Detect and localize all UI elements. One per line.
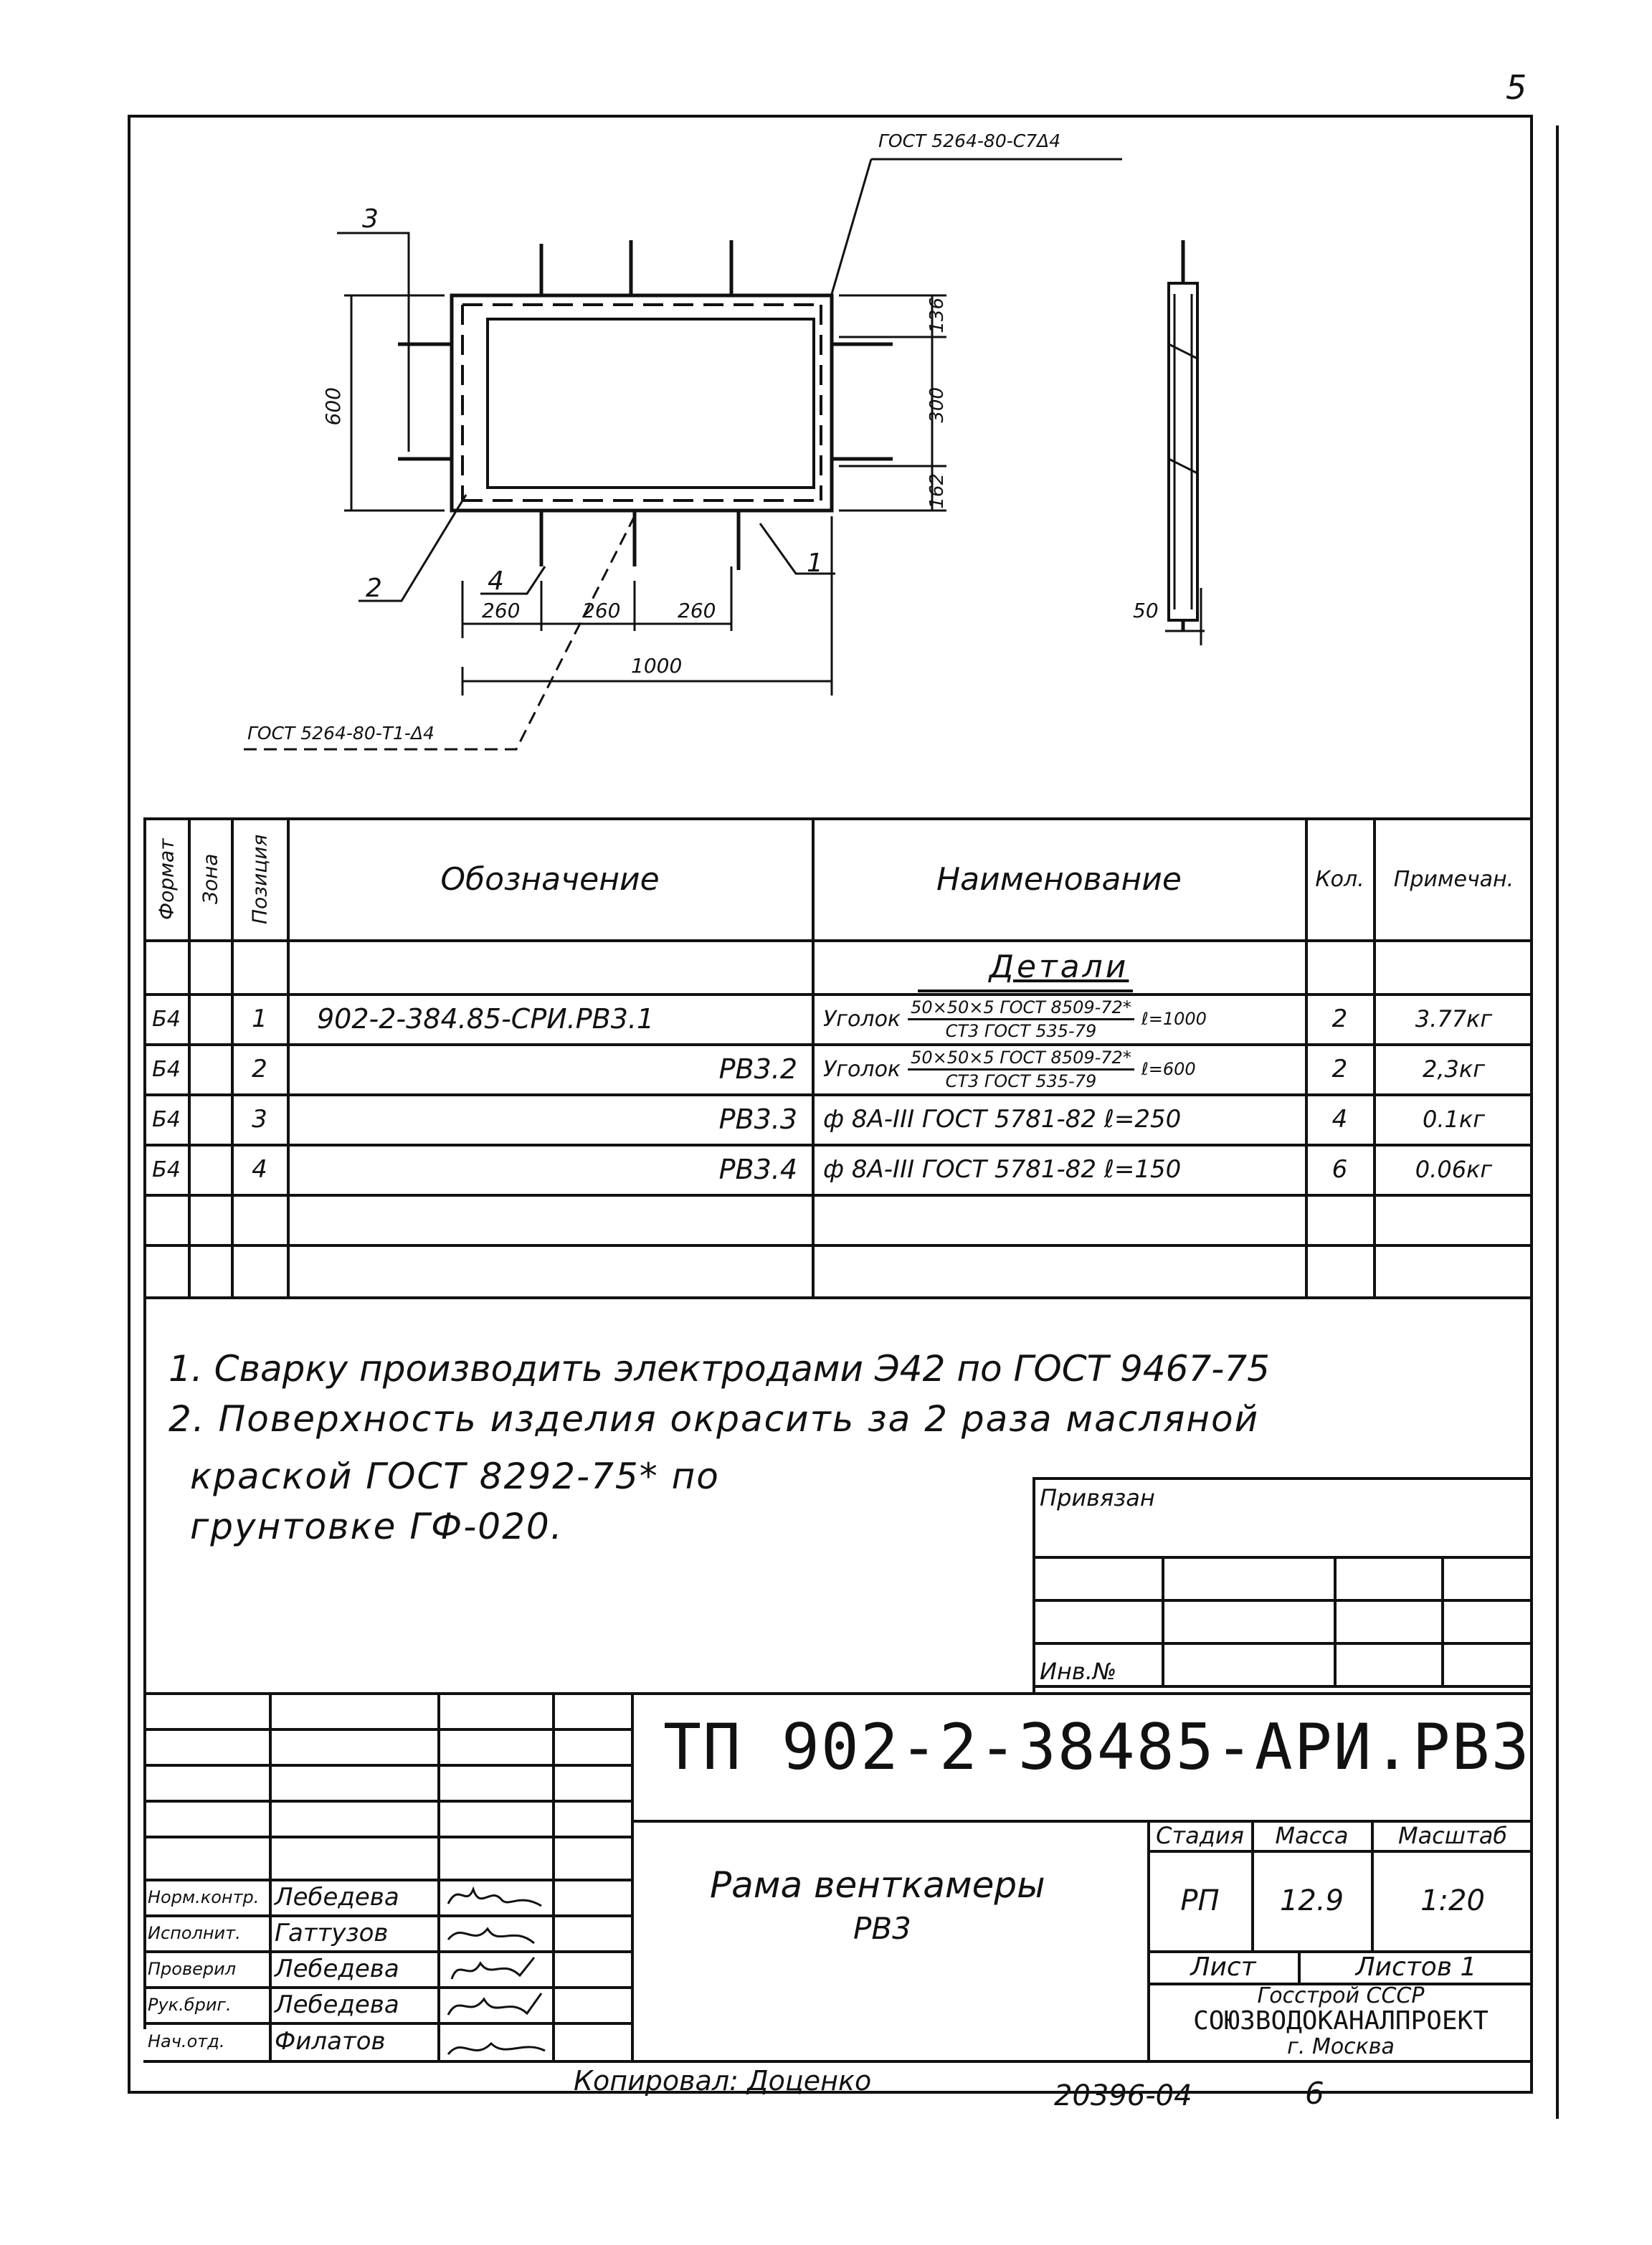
title-line-2: РВ3 <box>853 1911 911 1946</box>
mass-label: Масса <box>1275 1822 1349 1849</box>
org-line-1: Госстрой СССР <box>1257 1983 1425 2008</box>
row4-qty: 6 <box>1331 1155 1348 1184</box>
row3-note: 0.1кг <box>1422 1106 1486 1133</box>
header-designation: Обозначение <box>440 860 660 898</box>
mass-value: 12.9 <box>1279 1884 1344 1917</box>
header-note: Примечан. <box>1393 866 1514 892</box>
row4-format: Б4 <box>152 1157 181 1182</box>
note-3: краской ГОСТ 8292-75* по <box>190 1456 720 1497</box>
dim-side-50: 50 <box>1133 599 1159 622</box>
callout-4: 4 <box>488 566 504 596</box>
row1-position: 1 <box>252 1005 267 1033</box>
sig-role-2: Исполнит. <box>148 1923 241 1943</box>
row2-designation: РВ3.2 <box>718 1053 797 1085</box>
gost-top-label: ГОСТ 5264-80-С7Δ4 <box>878 130 1061 151</box>
footer-number: 20396-04 <box>1054 2079 1192 2112</box>
note-2: 2. Поверхность изделия окрасить за 2 раза масляной <box>168 1398 1260 1440</box>
sig-role-1: Норм.контр. <box>148 1887 260 1907</box>
row1-qty: 2 <box>1331 1005 1348 1033</box>
sheets-label: Листов 1 <box>1355 1952 1477 1982</box>
dim-spacing-1: 260 <box>482 599 521 622</box>
scale-value: 1:20 <box>1420 1884 1485 1917</box>
row1-designation: 902-2-384.85-СРИ.РВ3.1 <box>317 1003 655 1035</box>
inv-label: Инв.№ <box>1040 1658 1117 1685</box>
row3-format: Б4 <box>152 1106 181 1132</box>
footer-sheet: 6 <box>1305 2076 1324 2111</box>
sig-name-3: Лебедева <box>275 1955 399 1983</box>
row1-name-suffix: ℓ=1000 <box>1141 1009 1207 1029</box>
org-line-3: г. Москва <box>1287 2033 1395 2059</box>
page-number: 5 <box>1506 68 1527 107</box>
dim-right-300: 300 <box>926 387 948 423</box>
row2-position: 2 <box>252 1055 267 1083</box>
section-details: Детали <box>989 949 1129 985</box>
header-name: Наименование <box>936 860 1182 898</box>
row2-name-suffix: ℓ=600 <box>1141 1059 1196 1079</box>
row2-name-top: 50×50×5 ГОСТ 8509-72* <box>908 1047 1134 1071</box>
row1-name-top: 50×50×5 ГОСТ 8509-72* <box>908 997 1134 1020</box>
row2-name <box>815 1045 1314 1093</box>
row2-qty: 2 <box>1331 1055 1348 1083</box>
footer-copied: Копировал: Доценко <box>574 2065 872 2097</box>
frame-drawing <box>0 0 1652 817</box>
sig-name-2: Гаттузов <box>275 1919 389 1947</box>
row1-format: Б4 <box>152 1006 181 1032</box>
row4-name: ф 8А-III ГОСТ 5781-82 ℓ=150 <box>823 1155 1182 1184</box>
row1-name <box>815 995 1314 1043</box>
sig-role-4: Рук.бриг. <box>148 1995 232 2015</box>
gost-bottom-label: ГОСТ 5264-80-Т1-Δ4 <box>247 723 435 744</box>
sig-role-3: Проверил <box>148 1959 237 1979</box>
header-zone: Зона <box>198 853 222 905</box>
dim-right-162: 162 <box>926 473 948 509</box>
header-position: Позиция <box>247 834 272 924</box>
row2-name-prefix: Уголок <box>823 1056 901 1082</box>
row1-name-bottom: СТ3 ГОСТ 535-79 <box>945 1020 1097 1041</box>
row1-name-prefix: Уголок <box>823 1006 901 1032</box>
row4-position: 4 <box>252 1155 267 1184</box>
row3-name: ф 8А-III ГОСТ 5781-82 ℓ=250 <box>823 1105 1182 1134</box>
row3-position: 3 <box>252 1105 267 1134</box>
dim-right-136: 136 <box>926 298 948 333</box>
title-line-1: Рама венткамеры <box>710 1864 1045 1906</box>
row1-note: 3.77кг <box>1415 1005 1493 1033</box>
row4-designation: РВ3.4 <box>718 1154 797 1185</box>
row2-name-bottom: СТ3 ГОСТ 535-79 <box>945 1071 1097 1091</box>
stage-value: РП <box>1180 1884 1220 1917</box>
sheet-label: Лист <box>1190 1952 1256 1982</box>
drawing-code: ТП 902-2-38485-АРИ.РВ3 <box>663 1710 1531 1784</box>
callout-2: 2 <box>366 574 382 603</box>
handwritten-signatures <box>441 1879 549 2065</box>
row2-format: Б4 <box>152 1056 181 1082</box>
row3-qty: 4 <box>1331 1105 1348 1134</box>
scale-label: Масштаб <box>1397 1822 1508 1849</box>
stage-label: Стадия <box>1156 1822 1244 1849</box>
org-line-2: СОЮЗВОДОКАНАЛПРОЕКТ <box>1193 2006 1489 2036</box>
header-qty: Кол. <box>1315 866 1364 892</box>
row4-note: 0.06кг <box>1415 1156 1493 1183</box>
sig-name-4: Лебедева <box>275 1990 399 2019</box>
note-1: 1. Сварку производить электродами Э42 по ГОСТ 9467-75 <box>168 1348 1270 1390</box>
callout-3: 3 <box>362 204 379 234</box>
dim-spacing-2: 260 <box>582 599 621 622</box>
sig-name-5: Филатов <box>275 2027 386 2056</box>
note-4: грунтовке ГФ-020. <box>190 1506 564 1547</box>
row3-designation: РВ3.3 <box>718 1103 797 1135</box>
sig-role-5: Нач.отд. <box>148 2031 225 2051</box>
tied-label: Привязан <box>1040 1484 1155 1511</box>
dim-spacing-3: 260 <box>678 599 716 622</box>
row2-note: 2,3кг <box>1422 1055 1486 1083</box>
dim-height-600: 600 <box>321 387 345 426</box>
callout-1: 1 <box>807 549 823 578</box>
sig-name-1: Лебедева <box>275 1883 399 1912</box>
dim-length-1000: 1000 <box>631 654 683 678</box>
header-format: Формат <box>154 838 179 920</box>
